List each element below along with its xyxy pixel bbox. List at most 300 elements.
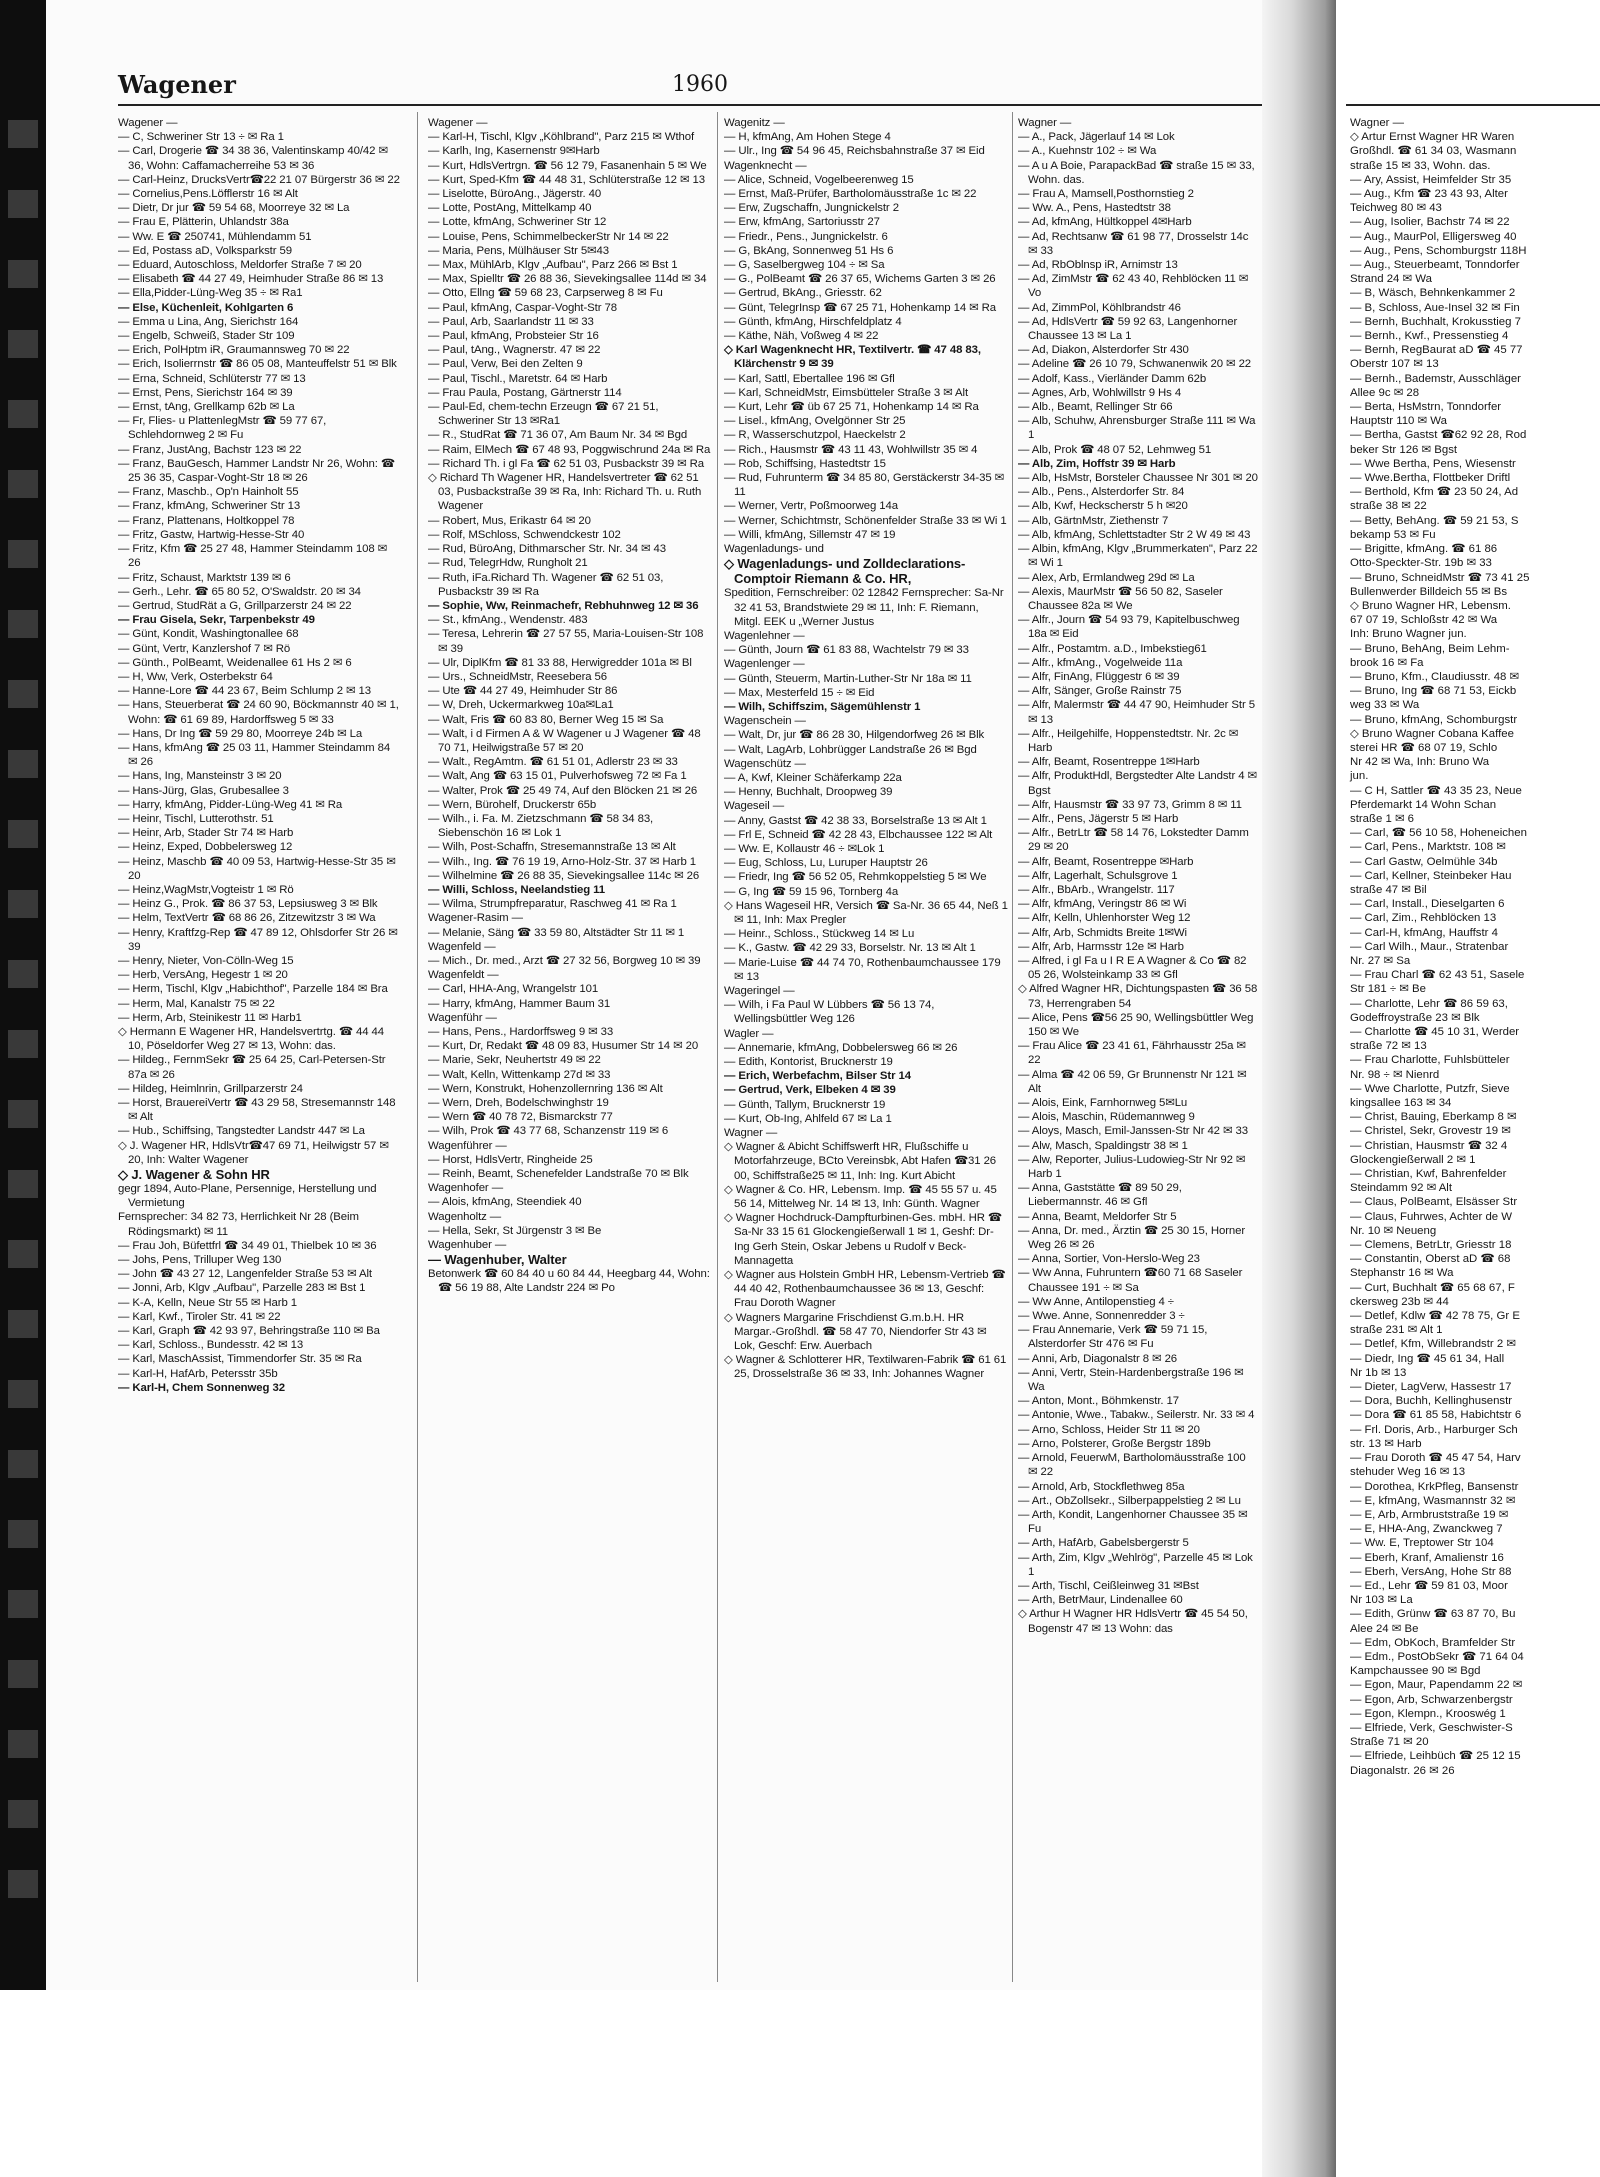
directory-entry: — Franz, Maschb., Op'n Hainholt 55 xyxy=(118,486,299,499)
next-page-entry: kingsallee 163 ✉ 34 xyxy=(1350,1097,1452,1110)
directory-entry: — K-A, Kelln, Neue Str 55 ✉ Harb 1 xyxy=(118,1296,297,1309)
next-page-entry: Oberstr 107 ✉ 13 xyxy=(1350,358,1439,371)
next-page-entry: — Bertha, Gastst ☎62 92 28, Rod xyxy=(1350,429,1527,442)
directory-entry: — Elisabeth ☎ 44 27 49, Heimhuder Straße 86 ✉ 13 xyxy=(118,273,384,286)
next-page-entry: Hauptstr 110 ✉ Wa xyxy=(1350,415,1447,428)
next-page-entry: Alee 24 ✉ Be xyxy=(1350,1622,1419,1635)
directory-entry: — Frau Gisela, Sekr, Tarpenbekstr 49 xyxy=(118,614,315,627)
directory-entry: Spedition, Fernschreiber: 02 12842 Fernsprecher: Sa-Nr 32 41 53, Brandstwiete 29 ✉ 11, Inh: F. Riemann, Mitgl. EEK u „Werner Justus xyxy=(724,587,1004,628)
directory-entry: — Fritz, Schaust, Marktstr 139 ✉ 6 xyxy=(118,571,291,584)
directory-entry: — Paul, kfmAng, Probsteier Str 16 xyxy=(428,330,599,343)
next-page-entry: — Dora ☎ 61 85 58, Habichtstr 6 xyxy=(1350,1409,1522,1422)
directory-entry: — Rud, Fuhrunterm ☎ 34 85 80, Gerstäckerstr 34-35 ✉ 11 xyxy=(724,472,1005,499)
directory-entry: — Alfr, ProduktHdl, Bergstedter Alte Landstr 4 ✉ Bgst xyxy=(1018,770,1258,797)
directory-entry: — R., StudRat ☎ 71 36 07, Am Baum Nr. 34 ✉ Bgd xyxy=(428,429,688,442)
next-page-entry: Straße 71 ✉ 20 xyxy=(1350,1736,1429,1749)
directory-entry: — Wern, Konstrukt, Hohenzollernring 136 ✉ Alt xyxy=(428,1082,663,1095)
directory-entry: — Wagenhuber, Walter xyxy=(428,1252,567,1268)
directory-entry: — Mich., Dr. med., Arzt ☎ 27 32 56, Borgweg 10 ✉ 39 xyxy=(428,954,701,967)
directory-entry: — Heinr, Tischl, Lutterothstr. 51 xyxy=(118,812,274,825)
directory-entry: — Frau Paula, Postang, Gärtnerstr 114 xyxy=(428,386,622,399)
directory-entry: — Alfr, Arb, Harmsstr 12e ✉ Harb xyxy=(1018,940,1184,953)
directory-entry: — Kurt, Lehr ☎ üb 67 25 71, Hohenkamp 14 ✉ Ra xyxy=(724,401,979,414)
directory-entry: — Hildeg., FernmSekr ☎ 25 64 25, Carl-Petersen-Str 87a ✉ 26 xyxy=(118,1054,386,1081)
next-page-entry: — Aug., MaurPol, Elligersweg 40 xyxy=(1350,230,1517,243)
directory-entry: — Wilh., Ing. ☎ 76 19 19, Arno-Holz-Str. 37 ✉ Harb 1 xyxy=(428,855,696,868)
directory-entry: Wagenfeld — xyxy=(428,940,496,953)
directory-entry: — Günt, Vertr, Kanzlershof 7 ✉ Rö xyxy=(118,642,291,655)
directory-column-4 xyxy=(1018,116,1258,1636)
next-page-entry: — Aug., Pens, Schomburgstr 118H xyxy=(1350,244,1527,257)
directory-entry: — Arno, Schloss, Heider Str 11 ✉ 20 xyxy=(1018,1423,1200,1436)
directory-entry: — Urs., SchneidMstr, Reesebera 56 xyxy=(428,670,608,683)
next-page-header-rule xyxy=(1346,104,1600,106)
directory-entry: — Paul, Tischl., Maretstr. 64 ✉ Harb xyxy=(428,372,608,385)
directory-entry: — Adeline ☎ 26 10 79, Schwanenwik 20 ✉ 22 xyxy=(1018,358,1252,371)
scanner-edge-strip xyxy=(0,0,46,1990)
directory-entry: — A., Pack, Jägerlauf 14 ✉ Lok xyxy=(1018,131,1175,144)
directory-entry: — Herm, Tischl, Klgv „Habichthof", Parzelle 184 ✉ Bra xyxy=(118,983,388,996)
directory-entry: — Alfr, Beamt, Rosentreppe ✉Harb xyxy=(1018,855,1194,868)
next-page-entry: — Frl. Doris, Arb., Harburger Sch xyxy=(1350,1423,1518,1436)
directory-entry: — Erw, Zugschaffn, Jungnickelstr 2 xyxy=(724,202,899,215)
next-page-entry: — Carl, Pens., Marktstr. 108 ✉ xyxy=(1350,841,1506,854)
next-page-entry: Pferdemarkt 14 Wohn Schan xyxy=(1350,798,1497,811)
directory-entry: — Adolf, Kass., Vierländer Damm 62b xyxy=(1018,372,1207,385)
directory-entry: — John ☎ 43 27 12, Langenfelder Straße 53 ✉ Alt xyxy=(118,1268,372,1281)
directory-entry: — Hans-Jürg, Glas, Grubesallee 3 xyxy=(118,784,289,797)
next-page-entry: — Eberh, VersAng, Hohe Str 88 xyxy=(1350,1565,1512,1578)
directory-entry: — Rud, TelegrHdw, Rungholt 21 xyxy=(428,557,588,570)
next-page-entry: straße 231 ✉ Alt 1 xyxy=(1350,1324,1443,1337)
directory-entry: — Walt, Dr, jur ☎ 86 28 30, Hilgendorfweg 26 ✉ Blk xyxy=(724,729,985,742)
directory-entry: — G, BkAng, Sonnenweg 51 Hs 6 xyxy=(724,244,894,257)
next-page-entry: — Detlef, Kdlw ☎ 42 78 75, Gr E xyxy=(1350,1310,1520,1323)
next-page-entry: — Bruno, BehAng, Beim Lehm- xyxy=(1350,642,1510,655)
next-page-entry: Nr 103 ✉ La xyxy=(1350,1594,1413,1607)
next-page-entry: ◇ Bruno Wagner Cobana Kaffee xyxy=(1350,727,1514,740)
directory-entry: — Hub., Schiffsing, Tangstedter Landstr 447 ✉ La xyxy=(118,1125,365,1138)
directory-entry: — Walter, Prok ☎ 25 49 74, Auf den Blöcken 21 ✉ 26 xyxy=(428,784,698,797)
directory-entry: Wagenhuber — xyxy=(428,1239,507,1252)
next-page-entry: — Carl, Install., Dieselgarten 6 xyxy=(1350,898,1505,911)
directory-entry: — Ulr, DiplKfm ☎ 81 33 88, Herwigredder 101a ✉ Bl xyxy=(428,656,692,669)
directory-entry: — Karl, Sattl, Ebertallee 196 ✉ Gfl xyxy=(724,372,895,385)
directory-entry: — Frau Alice ☎ 23 41 61, Fährhausstr 25a ✉ 22 xyxy=(1018,1040,1246,1067)
directory-entry: — Anni, Arb, Diagonalstr 8 ✉ 26 xyxy=(1018,1352,1178,1365)
next-page-entry: — Ary, Assist, Heimfelder Str 35 xyxy=(1350,173,1512,186)
directory-entry: — Hans, Steuerberat ☎ 24 60 90, Böckmannstr 40 ✉ 1, Wohn: ☎ 61 69 89, Hardorffsweg 5 ✉ 33 xyxy=(118,699,399,726)
directory-entry: Wagenschein — xyxy=(724,715,806,728)
directory-entry: — Alb, Zim, Hoffstr 39 ✉ Harb xyxy=(1018,457,1176,470)
next-page-column xyxy=(1350,116,1600,1778)
next-page-entry: — Frau Charlotte, Fuhlsbütteler xyxy=(1350,1054,1510,1067)
directory-entry: — Willi, Schloss, Neelandstieg 11 xyxy=(428,883,606,896)
directory-entry: — Anny, Gastst ☎ 42 38 33, Borselstraße 13 ✉ Alt 1 xyxy=(724,814,987,827)
directory-entry: — Alfr, Hausmstr ☎ 33 97 73, Grimm 8 ✉ 11 xyxy=(1018,798,1242,811)
next-page-entry: — Carl-H, kfmAng, Hauffstr 4 xyxy=(1350,926,1498,939)
directory-entry: — Herm, Arb, Steinikestr 11 ✉ Harb1 xyxy=(118,1011,302,1024)
directory-entry: — Alois, Maschin, Rüdemannweg 9 xyxy=(1018,1111,1195,1124)
directory-column-1 xyxy=(118,116,402,1395)
directory-entry: — Alois, kfmAng, Steendiek 40 xyxy=(428,1196,582,1209)
directory-entry: — Günth, Steuerm, Martin-Luther-Str Nr 18a ✉ 11 xyxy=(724,672,972,685)
directory-entry: — Emma u Lina, Ang, Sierichstr 164 xyxy=(118,315,299,328)
page-number: 1960 xyxy=(672,72,728,97)
directory-entry: — Reinh, Beamt, Schenefelder Landstraße 70 ✉ Blk xyxy=(428,1168,689,1181)
next-page-entry: — E, Arb, Armbruststraße 19 ✉ xyxy=(1350,1508,1509,1521)
directory-entry: — Eduard, Autoschloss, Meldorfer Straße 7 ✉ 20 xyxy=(118,259,362,272)
directory-entry: Wageringel — xyxy=(724,984,795,997)
next-page-entry: Nr 42 ✉ Wa, Inh: Bruno Wa xyxy=(1350,756,1490,769)
directory-entry: — Alfr, Lagerhalt, Schulsgrove 1 xyxy=(1018,869,1178,882)
directory-entry: — Alfr, Arb, Schmidts Breite 1✉Wi xyxy=(1018,926,1187,939)
directory-entry: — Alb., Beamt, Rellinger Str 66 xyxy=(1018,401,1173,414)
next-page-entry: — Wwe Bertha, Pens, Wiesenstr xyxy=(1350,457,1516,470)
directory-entry: ◇ Hans Wageseil HR, Versich ☎ Sa-Nr. 36 65 44, Neß 1 ✉ 11, Inh: Max Pregler xyxy=(724,899,1008,926)
directory-entry: — Sophie, Ww, Reinmachefr, Rebhuhnweg 12 ✉ 36 xyxy=(428,599,699,612)
next-page-entry: straße 72 ✉ 13 xyxy=(1350,1040,1427,1053)
directory-entry: — Anton, Mont., Böhmkenstr. 17 xyxy=(1018,1395,1179,1408)
directory-entry: Wagler — xyxy=(724,1027,774,1040)
next-page-entry: ckersweg 23b ✉ 44 xyxy=(1350,1295,1449,1308)
directory-entry: — Käthe, Näh, Voßweg 4 ✉ 22 xyxy=(724,330,879,343)
directory-entry: — A., Kuehnstr 102 ÷ ✉ Wa xyxy=(1018,145,1157,158)
directory-entry: — Henry, Nieter, Von-Cölln-Weg 15 xyxy=(118,954,294,967)
directory-entry: — Lotte, PostAng, Mittelkamp 40 xyxy=(428,202,592,215)
directory-entry: Wagener-Rasim — xyxy=(428,912,523,925)
next-page-entry: 67 07 19, Schloßstr 42 ✉ Wa xyxy=(1350,614,1498,627)
directory-entry: ◇ Wagenladungs- und Zolldeclarations-Comptoir Riemann & Co. HR, xyxy=(724,556,966,587)
next-page-entry: stehuder Weg 16 ✉ 13 xyxy=(1350,1466,1466,1479)
next-page-entry: — Aug., Kfm ☎ 23 43 93, Alter xyxy=(1350,188,1508,201)
directory-entry: — Teresa, Lehrerin ☎ 27 57 55, Maria-Louisen-Str 108 ✉ 39 xyxy=(428,628,704,655)
directory-entry: — Ad, HdlsVertr ☎ 59 92 63, Langenhorner Chaussee 13 ✉ La 1 xyxy=(1018,315,1238,343)
directory-entry: — Gertrud, Verk, Elbeken 4 ✉ 39 xyxy=(724,1084,896,1097)
directory-entry: — G, Saselbergweg 104 ÷ ✉ Sa xyxy=(724,259,885,272)
directory-entry: — Hans, Dr Ing ☎ 59 29 80, Moorreye 24b ✉ La xyxy=(118,727,363,740)
directory-entry: — Ernst, Pens, Sierichstr 164 ✉ 39 xyxy=(118,386,293,399)
directory-entry: — Alfred, i gl Fa u I R E A Wagner & Co ☎ 82 05 26, Wolsteinkamp 33 ✉ Gfl xyxy=(1018,954,1247,982)
directory-entry: — Alice, Schneid, Vogelbeerenweg 15 xyxy=(724,173,914,186)
directory-entry: — Maria, Pens, Mülhäuser Str 5✉43 xyxy=(428,244,609,257)
directory-entry: — Anni, Vertr, Stein-Hardenbergstraße 196 ✉ Wa xyxy=(1018,1366,1244,1394)
directory-entry: — Alexis, MaurMstr ☎ 56 50 82, Saseler Chaussee 82a ✉ We xyxy=(1018,585,1223,612)
directory-entry: — Werner, Schichtmstr, Schönenfelder Straße 33 ✉ Wi 1 xyxy=(724,514,1007,527)
next-page-entry: — Wwe.Bertha, Flottbeker Driftl xyxy=(1350,472,1511,485)
directory-entry: — Werner, Vertr, Poßmoorweg 14a xyxy=(724,500,898,513)
directory-entry: — Robert, Mus, Erikastr 64 ✉ 20 xyxy=(428,514,591,527)
next-page-entry: — Ed., Lehr ☎ 59 81 03, Moor xyxy=(1350,1579,1508,1592)
directory-entry: — Karl-H, Tischl, Klgv „Köhlbrand", Parz 215 ✉ Wthof xyxy=(428,131,695,144)
directory-entry: — Paul, tAng., Wagnerstr. 47 ✉ 22 xyxy=(428,344,601,357)
next-page-entry: Otto-Speckter-Str. 19b ✉ 33 xyxy=(1350,557,1492,570)
directory-entry: — Raim, ElMech ☎ 67 48 93, Poggwischrund 24a ✉ Ra xyxy=(428,443,711,456)
directory-entry: — Paul, Verw, Bei den Zelten 9 xyxy=(428,358,583,371)
directory-entry: — Paul, kfmAng, Caspar-Voght-Str 78 xyxy=(428,301,617,314)
directory-entry: — Karl, Graph ☎ 42 93 97, Behringstraße 110 ✉ Ba xyxy=(118,1325,380,1338)
directory-entry: — G., PolBeamt ☎ 26 37 65, Wichems Garten 3 ✉ 26 xyxy=(724,273,996,286)
directory-entry: — Rich., Hausmstr ☎ 43 11 43, Wohlwillstr 35 ✉ 4 xyxy=(724,443,978,456)
directory-entry: — Kurt, Sped-Kfm ☎ 44 48 31, Schlüterstraße 12 ✉ 13 xyxy=(428,173,705,186)
directory-entry: — Paul-Ed, chem-techn Erzeugn ☎ 67 21 51, Schweriner Str 13 ✉Ra1 xyxy=(428,401,659,428)
directory-entry: — Anna, Beamt, Meldorfer Str 5 xyxy=(1018,1210,1177,1223)
next-page-entry: — Aug, Isolier, Bachstr 74 ✉ 22 xyxy=(1350,216,1510,229)
directory-entry: — Hans, kfmAng ☎ 25 03 11, Hammer Steindamm 84 ✉ 26 xyxy=(118,741,391,769)
directory-entry: — Erna, Schneid, Schlüterstr 77 ✉ 13 xyxy=(118,372,306,385)
directory-entry: — Gerh., Lehr. ☎ 65 80 52, O'Swaldstr. 20 ✉ 34 xyxy=(118,585,361,598)
directory-entry: — Antonie, Wwe., Tabakw., Seilerstr. Nr. 33 ✉ 4 xyxy=(1018,1409,1255,1422)
directory-entry: — Ed, Postass aD, Volksparkstr 59 xyxy=(118,244,292,257)
directory-entry: — Alfr., kfmAng., Vogelweide 11a xyxy=(1018,656,1183,669)
next-page-entry: Strand 24 ✉ Wa xyxy=(1350,273,1432,286)
directory-entry: — Günth, kfmAng, Hirschfeldplatz 4 xyxy=(724,315,902,328)
directory-entry: — Anna, Sortier, Von-Herslo-Weg 23 xyxy=(1018,1253,1200,1266)
column-divider xyxy=(1012,112,1013,1982)
directory-entry: — Ad, kfmAng, Hültkoppel 4✉Harb xyxy=(1018,216,1192,229)
column-divider xyxy=(717,112,718,1982)
directory-entry: — Alb., Pens., Alsterdorfer Str. 84 xyxy=(1018,486,1185,499)
directory-entry: — Wwe. Anne, Sonnenredder 3 ÷ xyxy=(1018,1310,1185,1323)
directory-entry: — Carl, Drogerie ☎ 34 38 36, Valentinskamp 40/42 ✉36, Wohn: Caffamacherreihe 53 ✉ 36 xyxy=(118,145,388,172)
directory-entry: — Liselotte, BüroAng., Jägerstr. 40 xyxy=(428,188,602,201)
directory-entry: Wagenlehner — xyxy=(724,629,805,642)
next-page-entry: — Berthold, Kfm ☎ 23 50 24, Ad xyxy=(1350,486,1519,499)
directory-entry: — Engelb, Schweiß, Stader Str 109 xyxy=(118,330,295,343)
next-page-entry: — B, Wäsch, Behnkenkammer 2 xyxy=(1350,287,1516,300)
next-page-entry: — Dorothea, KrkPfleg, Bansenstr xyxy=(1350,1480,1519,1493)
next-page-entry: — C H, Sattler ☎ 43 35 23, Neue xyxy=(1350,784,1522,797)
directory-entry: ◇ Alfred Wagner HR, Dichtungspasten ☎ 36 58 73, Herrengraben 54 xyxy=(1018,983,1258,1010)
directory-entry: — Karl, MaschAssist, Timmendorfer Str. 35 ✉ Ra xyxy=(118,1353,362,1366)
directory-entry: Wagner — xyxy=(1018,117,1072,129)
directory-entry: — Frau Joh, Büfettfrl ☎ 34 49 01, Thielbek 10 ✉ 36 xyxy=(118,1239,377,1252)
next-page-entry: — Charlotte, Lehr ☎ 86 59 63, xyxy=(1350,997,1508,1010)
directory-entry: — Albin, kfmAng, Klgv „Brummerkaten", Parz 22 ✉ Wi 1 xyxy=(1018,543,1258,570)
directory-entry: — Ad, Rechtsanw ☎ 61 98 77, Drosselstr 14c ✉ 33 xyxy=(1018,230,1249,257)
directory-entry: — W, Dreh, Uckermarkweg 10a✉La1 xyxy=(428,699,614,712)
next-page-entry: — Diedr, Ing ☎ 45 61 34, Hall xyxy=(1350,1352,1505,1365)
next-page-entry: — Egon, Maur, Papendamm 22 ✉ xyxy=(1350,1679,1523,1692)
directory-entry: — Art., ObZollsekr., Silberpappelstieg 2 ✉ Lu xyxy=(1018,1494,1241,1507)
directory-entry: — Horst, BrauereiVertr ☎ 43 29 58, Stresemannstr 148 ✉ Alt xyxy=(118,1097,396,1124)
directory-entry: — Ww. E ☎ 250741, Mühlendamm 51 xyxy=(118,230,312,243)
next-page-entry: straße 1 ✉ 6 xyxy=(1350,812,1414,825)
directory-entry: — Walt, Kelln, Wittenkamp 27d ✉ 33 xyxy=(428,1068,611,1081)
directory-entry: ◇ Karl Wagenknecht HR, Textilvertr. ☎ 47 48 83, Klärchenstr 9 ✉ 39 xyxy=(724,344,981,371)
directory-entry: — Marie, Sekr, Neuhertstr 49 ✉ 22 xyxy=(428,1054,601,1067)
next-page-entry: bekamp 53 ✉ Fu xyxy=(1350,528,1436,541)
next-page-entry: — Elfriede, Leihbüch ☎ 25 12 15 xyxy=(1350,1750,1521,1763)
next-page-entry: — Brigitte, kfmAng. ☎ 61 86 xyxy=(1350,543,1498,556)
directory-entry: — Gertrud, StudRät a G, Grillparzerstr 24 ✉ 22 xyxy=(118,599,352,612)
directory-entry: Wagenhofer — xyxy=(428,1182,503,1195)
directory-entry: — Alfr., Postamtm. a.D., Imbekstieg61 xyxy=(1018,642,1207,655)
directory-entry: — Günth, Tallym, Brucknerstr 19 xyxy=(724,1098,886,1111)
directory-entry: — Kurt, Ob-Ing, Ahlfeld 67 ✉ La 1 xyxy=(724,1112,892,1125)
directory-entry: — Friedr, Ing ☎ 56 52 05, Rehmkoppelstieg 5 ✉ We xyxy=(724,871,987,884)
directory-entry: — H, Ww, Verk, Osterbekstr 64 xyxy=(118,670,273,683)
directory-entry: — Walt, Ang ☎ 63 15 01, Pulverhofsweg 72 ✉ Fa 1 xyxy=(428,770,687,783)
directory-entry: — Carl-Heinz, DrucksVertr☎22 21 07 Bürgerstr 36 ✉ 22 xyxy=(118,173,400,186)
directory-entry: — Ad, ZimMstr ☎ 62 43 40, Rehblöcken 11 ✉ Vo xyxy=(1018,273,1249,300)
directory-entry: ◇ Wagner & Co. HR, Lebensm. Imp. ☎ 45 55 57 u. 45 56 14, Mittelweg Nr. 14 ✉ 13, Inh: Günth. Wagner xyxy=(724,1183,997,1211)
directory-entry: — Günth, Journ ☎ 61 83 88, Wachtelstr 79 ✉ 33 xyxy=(724,644,969,657)
directory-entry: — Lotte, kfmAng, Schweriner Str 12 xyxy=(428,216,607,229)
directory-entry: — Horst, HdlsVertr, Ringheide 25 xyxy=(428,1153,593,1166)
directory-entry: — Harry, kfmAng, Hammer Baum 31 xyxy=(428,997,611,1010)
directory-entry: — Ute ☎ 44 27 49, Heimhuder Str 86 xyxy=(428,685,618,698)
next-page-entry: — Bernh, Buchhalt, Krokusstieg 7 xyxy=(1350,315,1521,328)
next-page-entry: brook 16 ✉ Fa xyxy=(1350,656,1424,669)
directory-entry: — Ad, ZimmPol, Köhlbrandstr 46 xyxy=(1018,301,1181,314)
directory-entry: — Alfr, Malermstr ☎ 44 47 90, Heimhuder Str 5 ✉ 13 xyxy=(1018,699,1255,726)
directory-entry: — Melanie, Säng ☎ 33 59 80, Altstädter Str 11 ✉ 1 xyxy=(428,926,685,939)
directory-entry: — Alfr., Journ ☎ 54 93 79, Kapitelbuschweg 18a ✉ Eid xyxy=(1018,614,1240,641)
directory-entry: — C, Schweriner Str 13 ÷ ✉ Ra 1 xyxy=(118,131,284,144)
directory-entry: — Hella, Sekr, St Jürgenstr 3 ✉ Be xyxy=(428,1224,602,1237)
directory-entry: — Alfr, Sänger, Große Rainstr 75 xyxy=(1018,685,1182,698)
directory-entry: — Annemarie, kfmAng, Dobbelersweg 66 ✉ 26 xyxy=(724,1041,958,1054)
directory-entry: — Jonni, Arb, Klgv „Aufbau", Parzelle 283 ✉ Bst 1 xyxy=(118,1282,366,1295)
header-rule xyxy=(118,104,1264,106)
next-page-entry: — E, HHA-Ang, Zwanckweg 7 xyxy=(1350,1523,1503,1536)
directory-entry: — Friedr., Pens., Jungnickelstr. 6 xyxy=(724,230,888,243)
next-page-entry: sterei HR ☎ 68 07 19, Schlo xyxy=(1350,741,1498,754)
directory-entry: — Rolf, MSchloss, Schwendckestr 102 xyxy=(428,528,621,541)
next-page-entry: Str 181 ÷ ✉ Be xyxy=(1350,983,1426,996)
directory-entry: — Max, Spielltr ☎ 26 88 36, Sievekingsallee 114d ✉ 34 xyxy=(428,273,707,286)
directory-entry: — Louise, Pens, SchimmelbeckerStr Nr 14 ✉ 22 xyxy=(428,230,669,243)
directory-entry: — Frau E, Plätterin, Uhlandstr 38a xyxy=(118,216,289,229)
directory-entry: — Wilh, Schiffszim, Sägemühlenstr 1 xyxy=(724,700,921,713)
book-gutter xyxy=(1262,0,1336,2177)
directory-entry: — Anna, Dr. med., Ärztin ☎ 25 30 15, Horner Weg 26 ✉ 26 xyxy=(1018,1224,1246,1252)
directory-entry: — Kurt, HdlsVertrgn. ☎ 56 12 79, Fasanenhain 5 ✉ We xyxy=(428,159,707,172)
page-header-surname: Wagener xyxy=(118,70,236,99)
next-page-entry: — Dora, Buchh, Kellinghusenstr xyxy=(1350,1395,1513,1408)
directory-entry: — St., kfmAng., Wendenstr. 483 xyxy=(428,614,588,627)
directory-entry: — K., Gastw. ☎ 42 29 33, Borselstr. Nr. 13 ✉ Alt 1 xyxy=(724,942,976,955)
directory-entry: ◇ Wagner Hochdruck-Dampfturbinen-Ges. mbH. HR ☎ Sa-Nr 33 15 61 Glockengießerwall 1 ✉ 1, Geshf: Dr-Ing Gerh Stein, Oskar Jebens u Rudolf v Beck-Mannagetta xyxy=(724,1212,1002,1267)
directory-entry: — Arth, HafArb, Gabelsbergerstr 5 xyxy=(1018,1537,1189,1550)
directory-entry: — Ww. A., Pens, Hastedtstr 38 xyxy=(1018,202,1171,215)
directory-entry: — Arno, Polsterer, Große Bergstr 189b xyxy=(1018,1437,1211,1450)
directory-entry: — Erich, PolHptm iR, Graumannsweg 70 ✉ 22 xyxy=(118,344,350,357)
directory-entry: — Erw, kfmAng, Sartoriusstr 27 xyxy=(724,216,880,229)
directory-entry: ◇ J. Wagener HR, HdlsVtr☎47 69 71, Heilwigstr 57 ✉ 20, Inh: Walter Wagener xyxy=(118,1139,389,1166)
directory-entry: — Walt., RegAmtm. ☎ 61 51 01, Adlerstr 23 ✉ 33 xyxy=(428,756,678,769)
directory-entry: — Anna, Gaststätte ☎ 89 50 29, Liebermannstr. 46 ✉ Gfl xyxy=(1018,1182,1182,1209)
next-page-entry: — Charlotte ☎ 45 10 31, Werder xyxy=(1350,1026,1520,1038)
directory-entry: — Alb, kfmAng, Schlettstadter Str 2 W 49 ✉ 43 xyxy=(1018,528,1251,541)
next-page-entry: — B, Schloss, Aue-Insel 32 ✉ Fin xyxy=(1350,301,1520,314)
directory-entry: — Herm, Mal, Kanalstr 75 ✉ 22 xyxy=(118,997,275,1010)
next-page-entry: Diagonalstr. 26 ✉ 26 xyxy=(1350,1764,1455,1777)
directory-entry: — Alfr, Beamt, Rosentreppe 1✉Harb xyxy=(1018,756,1200,769)
directory-entry: — Wilma, Strumpfreparatur, Raschweg 41 ✉ Ra 1 xyxy=(428,898,677,911)
directory-entry: — Johs, Pens, Trilluper Weg 130 xyxy=(118,1254,282,1267)
directory-entry: Wagenführer — xyxy=(428,1139,507,1152)
next-page-entry: — Egon, Arb, Schwarzenbergstr xyxy=(1350,1693,1513,1706)
directory-entry: — Wilh, Post-Schaffn, Stresemannstraße 13 ✉ Alt xyxy=(428,841,676,854)
next-page-entry: — Claus, PolBeamt, Elsässer Str xyxy=(1350,1196,1518,1209)
next-page-entry: — Detlef, Kfm, Willebrandstr 2 ✉ xyxy=(1350,1338,1516,1351)
directory-entry: — Heinz,WagMstr,Vogteistr 1 ✉ Rö xyxy=(118,883,294,896)
next-page-entry: — Elfriede, Verk, Geschwister-S xyxy=(1350,1721,1513,1734)
directory-entry: — Alfr., BbArb., Wrangelstr. 117 xyxy=(1018,883,1175,896)
next-page-entry: weg 33 ✉ Wa xyxy=(1350,699,1420,712)
next-page-entry: — Christel, Sekr, Grovestr 19 ✉ xyxy=(1350,1125,1511,1138)
next-page-entry: str. 13 ✉ Harb xyxy=(1350,1437,1422,1450)
next-page-entry: — Curt, Buchhalt ☎ 65 68 67, F xyxy=(1350,1281,1515,1294)
next-page-entry: — Frau Doroth ☎ 45 47 54, Harv xyxy=(1350,1452,1521,1465)
next-page-entry: — Edith, Grünw ☎ 63 87 70, Bu xyxy=(1350,1608,1516,1621)
directory-entry: — H, kfmAng, Am Hohen Stege 4 xyxy=(724,131,891,144)
directory-entry: — Arth, Tischl, Ceißleinweg 31 ✉Bst xyxy=(1018,1579,1199,1592)
next-page-entry: — Christian, Hausmstr ☎ 32 4 xyxy=(1350,1139,1508,1152)
directory-entry: — Karl, SchneidMstr, Eimsbütteler Straße 3 ✉ Alt xyxy=(724,386,969,399)
next-page-entry: Godeffroystraße 23 ✉ Blk xyxy=(1350,1011,1480,1024)
directory-entry: Wagner — xyxy=(724,1127,778,1140)
directory-entry: — Ernst, Maß-Prüfer, Bartholomäusstraße 1c ✉ 22 xyxy=(724,188,977,201)
next-page-entry: — Clemens, BetrLtr, Griesstr 18 xyxy=(1350,1239,1512,1252)
next-page-entry: — Constantin, Oberst aD ☎ 68 xyxy=(1350,1253,1511,1266)
next-page-entry: — Carl, Kellner, Steinbeker Hau xyxy=(1350,869,1512,882)
directory-entry: Wagenholtz — xyxy=(428,1210,502,1223)
directory-entry: Wagenführ — xyxy=(428,1011,497,1024)
directory-entry: Wagenknecht — xyxy=(724,159,807,172)
directory-entry: — Wern, Dreh, Bodelschwinghstr 19 xyxy=(428,1097,609,1110)
directory-entry: — Heinz G., Prok. ☎ 86 37 53, Lepsiusweg 3 ✉ Blk xyxy=(118,898,378,911)
next-page-entry: ◇ Artur Ernst Wagner HR Waren xyxy=(1350,131,1515,144)
directory-column-2 xyxy=(428,116,712,1296)
directory-entry: — Arth, Kondit, Langenhorner Chaussee 35 ✉ Fu xyxy=(1018,1508,1248,1536)
directory-entry: — Frau A, Mamsell,Posthornstieg 2 xyxy=(1018,188,1194,201)
directory-entry: — Alfr, FinAng, Flüggestr 6 ✉ 39 xyxy=(1018,670,1180,683)
directory-entry: — Wern ☎ 40 78 72, Bismarckstr 77 xyxy=(428,1111,613,1124)
directory-entry: — Lisel., kfmAng, Ovelgönner Str 25 xyxy=(724,415,906,428)
directory-entry: gegr 1894, Auto-Plane, Persennige, Herstellung und Vermietung xyxy=(118,1183,377,1210)
directory-entry: — Henry, Kraftfzg-Rep ☎ 47 89 12, Ohlsdorfer Str 26 ✉ 39 xyxy=(118,926,398,953)
directory-entry: — Hildeg, Heimlnrin, Grillparzerstr 24 xyxy=(118,1082,303,1095)
next-page-entry: — Egon, Klempn., Krooswég 1 xyxy=(1350,1707,1506,1720)
directory-entry: — Alfr., Heilgehilfe, Hoppenstedtstr. Nr. 2c ✉ Harb xyxy=(1018,727,1239,754)
next-page-entry: — Bruno, SchneidMstr ☎ 73 41 25 xyxy=(1350,571,1530,584)
directory-entry: Wagenfeldt — xyxy=(428,969,499,982)
next-page-entry: Nr 1b ✉ 13 xyxy=(1350,1366,1407,1379)
directory-entry: — Walt, Fris ☎ 60 83 80, Berner Weg 15 ✉ Sa xyxy=(428,713,664,726)
next-page-entry: Großhdl. ☎ 61 34 03, Wasmann xyxy=(1350,145,1517,158)
directory-entry: — Helm, TextVertr ☎ 68 86 26, Zitzewitzstr 3 ✉ Wa xyxy=(118,912,376,925)
directory-entry: — A u A Boie, ParapackBad ☎ straße 15 ✉ 33, Wohn. das. xyxy=(1018,159,1255,186)
directory-entry: ◇ Wagners Margarine Frischdienst G.m.b.H. HR Margar.-Großhdl. ☎ 58 47 70, Niendorfer Str 43 ✉ Lok, Geschf: Erw. Auerbach xyxy=(724,1311,987,1353)
directory-entry: — Alw, Reporter, Julius-Ludowieg-Str Nr 92 ✉ Harb 1 xyxy=(1018,1153,1246,1181)
directory-entry: — Günth., PolBeamt, Weidenallee 61 Hs 2 ✉ 6 xyxy=(118,656,352,669)
directory-entry: — Agnes, Arb, Wohlwillstr 9 Hs 4 xyxy=(1018,386,1182,399)
directory-entry: — Rud, BüroAng, Dithmarscher Str. Nr. 34 ✉ 43 xyxy=(428,543,667,556)
directory-entry: — Wilh., i. Fa. M. Zietzschmann ☎ 58 34 83, Siebenschön 16 ✉ Lok 1 xyxy=(428,812,654,840)
next-page-entry: straße 15 ✉ 33, Wohn. das. xyxy=(1350,159,1491,172)
directory-entry: — Heinr, Arb, Stader Str 74 ✉ Harb xyxy=(118,827,294,840)
directory-entry: — Alex, Arb, Ermlandweg 29d ✉ La xyxy=(1018,571,1195,584)
next-page-entry: Wagner — xyxy=(1350,117,1405,129)
directory-entry: — Ella,Pidder-Lüng-Weg 35 ÷ ✉ Ra1 xyxy=(118,287,303,300)
directory-entry: — Karl-H, Chem Sonnenweg 32 xyxy=(118,1381,285,1394)
next-page-entry: jun. xyxy=(1350,770,1369,783)
directory-entry: — Alois, Eink, Farnhornweg 5✉Lu xyxy=(1018,1097,1188,1110)
directory-entry: — Else, Küchenleit, Kohlgarten 6 xyxy=(118,301,294,314)
